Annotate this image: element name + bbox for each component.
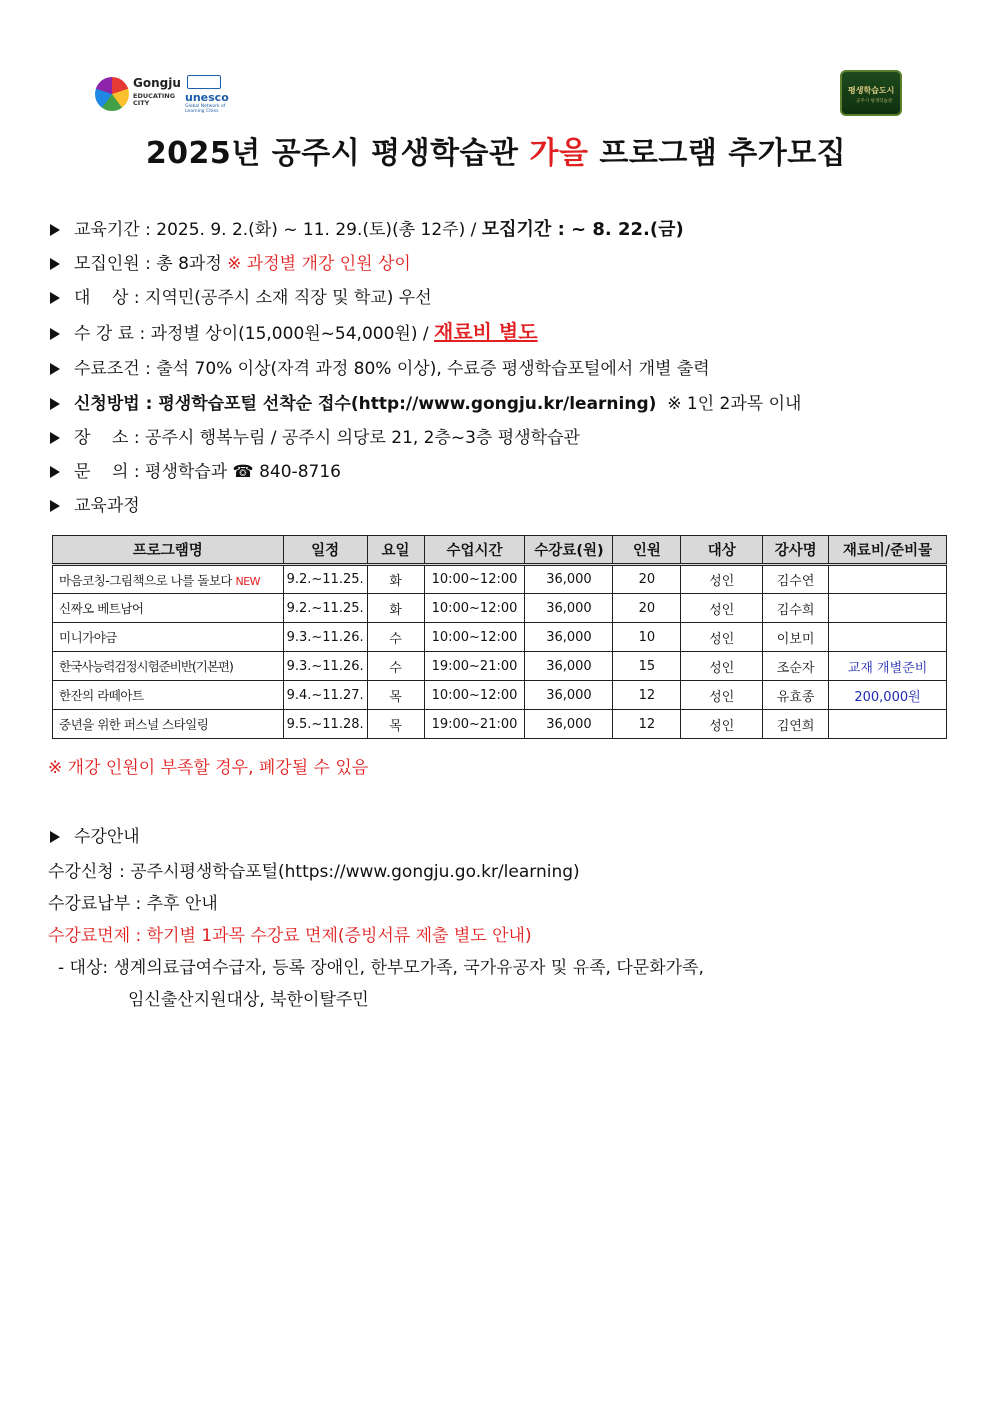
cell-count: 15 — [613, 652, 681, 681]
cell-schedule: 9.4.~11.27. — [283, 681, 367, 710]
gongju-unesco-logo — [95, 73, 235, 115]
info-contact: 문 의 : 평생학습과 ☎ 840-8716 — [50, 461, 341, 483]
header-count: 인원 — [613, 536, 681, 565]
guide-heading: 수강안내 — [50, 826, 140, 848]
logo-right-sub: 공주시 평생학습관 — [856, 99, 893, 104]
cell-teacher: 김수연 — [763, 565, 829, 594]
logo-city-name: Gongju — [133, 76, 181, 90]
cell-count: 10 — [613, 623, 681, 652]
cell-time: 19:00~21:00 — [424, 652, 525, 681]
cell-count: 12 — [613, 710, 681, 739]
header-target: 대상 — [681, 536, 763, 565]
bullet-triangle-icon — [50, 831, 60, 843]
capacity-note: ※ 과정별 개강 인원 상이 — [227, 254, 411, 274]
cell-teacher: 유효종 — [763, 681, 829, 710]
cell-material: 교재 개별준비 — [829, 652, 947, 681]
cell-fee: 36,000 — [525, 710, 613, 739]
bullet-triangle-icon — [50, 363, 60, 375]
cell-day: 목 — [367, 710, 424, 739]
cell-fee: 36,000 — [525, 681, 613, 710]
logo-city-sub: EDUCATING CITY — [133, 92, 176, 107]
table-header-row — [53, 536, 947, 565]
table-row — [53, 565, 947, 594]
cell-count: 20 — [613, 565, 681, 594]
cell-teacher: 조순자 — [763, 652, 829, 681]
cell-program: 마음코칭-그림책으로 나를 돌보다 NEW — [53, 565, 284, 594]
table-row — [53, 623, 947, 652]
cell-material: 200,000원 — [829, 681, 947, 710]
info-courses: 교육과정 — [50, 495, 140, 517]
material-fee-note: 재료비 별도 — [434, 320, 538, 344]
cell-material — [829, 594, 947, 623]
cell-count: 20 — [613, 594, 681, 623]
new-badge: NEW — [235, 574, 261, 588]
cell-program: 중년을 위한 퍼스널 스타일링 — [53, 710, 284, 739]
lifelong-learning-city-logo — [840, 70, 902, 116]
table-row — [53, 681, 947, 710]
cell-target: 성인 — [681, 565, 763, 594]
cell-program: 미니가야금 — [53, 623, 284, 652]
guide-apply: 수강신청 : 공주시평생학습포털(https://www.gongju.go.kr/learning) — [48, 862, 580, 882]
logo-unesco: unesco — [185, 91, 229, 104]
cell-material — [829, 565, 947, 594]
cell-teacher: 김연희 — [763, 710, 829, 739]
header-fee: 수강료(원) — [525, 536, 613, 565]
cell-day: 수 — [367, 652, 424, 681]
bullet-triangle-icon — [50, 292, 60, 304]
cell-schedule: 9.2.~11.25. — [283, 565, 367, 594]
header-schedule: 일정 — [283, 536, 367, 565]
guide-payment: 수강료납부 : 추후 안내 — [48, 894, 218, 914]
cell-time: 10:00~12:00 — [424, 565, 525, 594]
logo-network: Global Network of Learning Cities — [185, 104, 226, 114]
cell-count: 12 — [613, 681, 681, 710]
table-row — [53, 652, 947, 681]
bullet-triangle-icon — [50, 500, 60, 512]
header-time: 수업시간 — [424, 536, 525, 565]
header-program: 프로그램명 — [53, 536, 284, 565]
recruit-period: 모집기간 : ~ 8. 22.(금) — [481, 219, 684, 240]
cell-time: 10:00~12:00 — [424, 594, 525, 623]
guide-eligible-line2: 임신출산지원대상, 북한이탈주민 — [128, 990, 369, 1010]
cell-teacher: 김수희 — [763, 594, 829, 623]
cell-fee: 36,000 — [525, 652, 613, 681]
info-period: 교육기간 : 2025. 9. 2.(화) ~ 11. 29.(토)(총 12주) / 모집기간 : ~ 8. 22.(금) — [50, 219, 684, 241]
bullet-triangle-icon — [50, 258, 60, 270]
cell-program: 한국사능력검정시험준비반(기본편) — [53, 652, 284, 681]
cell-fee: 36,000 — [525, 565, 613, 594]
cell-program: 한잔의 라떼아트 — [53, 681, 284, 710]
info-fee: 수 강 료 : 과정별 상이(15,000원~54,000원) / 재료비 별도 — [50, 321, 538, 345]
cell-material — [829, 623, 947, 652]
table-row — [53, 710, 947, 739]
header-teacher: 강사명 — [763, 536, 829, 565]
cell-fee: 36,000 — [525, 623, 613, 652]
cell-target: 성인 — [681, 710, 763, 739]
program-table — [52, 535, 947, 739]
info-target: 대 상 : 지역민(공주시 소재 직장 및 학교) 우선 — [50, 287, 432, 309]
title-season: 가을 — [529, 136, 589, 171]
bullet-triangle-icon — [50, 398, 60, 410]
cell-day: 화 — [367, 594, 424, 623]
cell-material — [829, 710, 947, 739]
unesco-temple-icon — [187, 75, 221, 89]
bullet-triangle-icon — [50, 224, 60, 236]
cell-fee: 36,000 — [525, 594, 613, 623]
cell-schedule: 9.5.~11.28. — [283, 710, 367, 739]
info-completion: 수료조건 : 출석 70% 이상(자격 과정 80% 이상), 수료증 평생학습포털에서 개별 출력 — [50, 358, 710, 380]
cell-time: 10:00~12:00 — [424, 681, 525, 710]
cell-target: 성인 — [681, 681, 763, 710]
cell-day: 수 — [367, 623, 424, 652]
page-title: 2025년 공주시 평생학습관 가을 프로그램 추가모집 — [145, 136, 847, 171]
cancellation-notice: ※ 개강 인원이 부족할 경우, 폐강될 수 있음 — [48, 758, 369, 778]
info-apply: 신청방법 : 평생학습포털 선착순 접수(http://www.gongju.kr/learning) ※ 1인 2과목 이내 — [50, 393, 801, 415]
header-material: 재료비/준비물 — [829, 536, 947, 565]
cell-program: 신짜오 베트남어 — [53, 594, 284, 623]
cell-teacher: 이보미 — [763, 623, 829, 652]
cell-target: 성인 — [681, 623, 763, 652]
cell-schedule: 9.2.~11.25. — [283, 594, 367, 623]
table-row — [53, 594, 947, 623]
info-place: 장 소 : 공주시 행복누림 / 공주시 의당로 21, 2층~3층 평생학습관 — [50, 427, 580, 449]
apply-method-link[interactable]: 평생학습포털 선착순 접수(http://www.gongju.kr/learning) — [158, 394, 657, 414]
gongju-hand-logo-icon — [95, 77, 129, 111]
cell-target: 성인 — [681, 652, 763, 681]
cell-target: 성인 — [681, 594, 763, 623]
bullet-triangle-icon — [50, 432, 60, 444]
info-capacity: 모집인원 : 총 8과정 ※ 과정별 개강 인원 상이 — [50, 253, 411, 275]
header-day: 요일 — [367, 536, 424, 565]
cell-time: 10:00~12:00 — [424, 623, 525, 652]
bullet-triangle-icon — [50, 466, 60, 478]
cell-day: 화 — [367, 565, 424, 594]
guide-exemption: 수강료면제 : 학기별 1과목 수강료 면제(증빙서류 제출 별도 안내) — [48, 926, 532, 946]
bullet-triangle-icon — [50, 328, 60, 340]
cell-time: 19:00~21:00 — [424, 710, 525, 739]
guide-eligible-line1: - 대상: 생계의료급여수급자, 등록 장애인, 한부모가족, 국가유공자 및 유족, 다문화가족, — [58, 958, 704, 978]
logo-right-text: 평생학습도시 — [848, 86, 895, 95]
cell-schedule: 9.3.~11.26. — [283, 652, 367, 681]
cell-day: 목 — [367, 681, 424, 710]
cell-schedule: 9.3.~11.26. — [283, 623, 367, 652]
